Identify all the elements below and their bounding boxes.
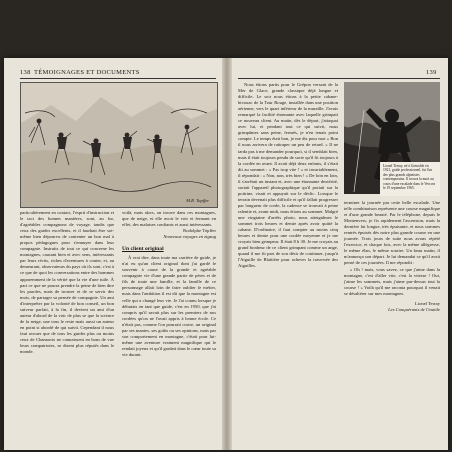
photo-caption: Lionel Terray, né à Grenoble en 1921, guide professionnel, fut l'un des plus grands alpinistes contemporains. Il trouva la mort au cours d'une escalade dans le Vercors le 19 septembre 1965. <box>380 162 440 196</box>
open-book <box>4 58 448 450</box>
section-heading: Un client original <box>122 246 164 253</box>
right-header-rule <box>238 78 440 79</box>
topffer-signature <box>122 228 216 240</box>
left-column-1 <box>20 210 114 446</box>
terray-source: Les Conquérants de l'inutile <box>388 306 440 312</box>
right-page-number: 139 <box>426 69 437 76</box>
right-col1-text: Nous étions partis pour le Grépon versant de la Mer de Glace, grande classique déjà longue et difficile. Le soir nous étions à la petite cabane-bivouac de la Tour Rouge, installée dans une position aérienne, vers le quart inférieur de la muraille. J'avais remarqué la facilité étonnante avec laquelle grimpait ce nouveau client. Au matin, dès le départ, j'attaquai avec lui, et pendant tout ce qui suivit, nous grimpâmes sans peine, fermés, je n'en tenais point compte. Le temps était bon, je me dis pour moi « Bon il nous arrivera de rattraper un peu de retard. » Il ne tarda pas à me demander pourquoi, si il semblait bien, mais il était toujours pendu de sorte qu'il fit toujours à la cordée en avant. Il avait déjà deux enfants, il s'était dit au sommet : « Pas trop vite ! » et invariablement, il répondait : « Non, non, très bien ! » De loin en loin, il s'arrêtait un instant et, avec une étonnante dextérité, sortait l'appareil photographique qu'il portait sur la poitrine, visait et appuyait sur le déclic. Lorsque le terrain devenait plus difficile et qu'il fallait progresser par longueur de corde, la cadence se trouvait à peine ralentie et, avant midi, nous étions au sommet. Malgré une vingtaine d'arrêts photo, nous atteignîmes le sommet trois heures et demie après avoir quitté la cabane. D'ordinaire, il faut compter au moins cinq heures et demie pour une cordée moyenne et je me croyais bien grimpeur. Il était 8 h 30. Je me croyais au grand bonheur de ce client grimpant comme un ange, quand il me fit part de son désir de continuer, jusqu'à l'Aiguille de Blaitière pour achever la traversée des Aiguilles. <box>238 82 338 269</box>
left-header-rule <box>20 78 216 79</box>
terray-signature <box>344 301 440 313</box>
right-page <box>232 58 448 450</box>
topffer-source: Nouveaux voyages en zigzag <box>163 234 216 240</box>
left-col1-text: particulièrement en contact, l'esprit d'instruction et le tact des bonnes manières, sont, au fur, d'agréables compagnons de voyage, tandis que ceux des guides excellents, et il faudrait être sot-même bien dépourvu de contenter un bon mal à propos pédagogues pour s'ennuyer dans leur compagnie. Instruits de tout ce qui concerne les montagnes, causant bien et avec sens, intéressants par leurs récits, riches d'aventures à conter, et, au demeurant, observateurs du pays où ils sont, c'est à ce que de quoi les conversations entre des hommes apparemment de la vérité que la vie d'une tuile. À part ce que ne pourra prendre la peine de bien dire les paroles, mais de trouver et de se servir des mots, de partager sa pensée de compagnie. Un ami d'interpréter par la volonté de bon conseil, un bon suiveur parfait, à la fin, il devient un ami d'un auteur d'abord de la voir de plus se que la science de la neige, une tous le reste mais aussi un auteur en point si abordé de qui suivit. Cependant il nous faut avouer que de tous les guides plus ou moins ceux de Chamonix ne connaissent en bons de vue leurs compatriotes, se disent plus réputés dans le monde. <box>20 210 114 355</box>
right-col2-text: terminer la journée par cette belle escalade. Une telle combinaison représente une course magnifique et d'une grande beauté. Par le téléphone, depuis le Montenvers, je fis rapidement l'ascension, mais la dernière fut longue, très épuisante, et nous sommes rentrés épuisés dès notre plus grande course en une journée. Trois jours de suite nous avons répété l'exercice, et chaque fois, avec la même allégresse, le même élan, le même sourire. Un beau matin, il m'annonça son départ. Je lui demandai ce qu'il avait pensé de ces journées. Il me répondit : <box>344 200 440 266</box>
left-col2-text: voilà, mais alors, on trouve dans ces montagnes, que de neige, et elle avoir le voir et fermant en effet, des malaises confiants et aussi intéressants. <box>122 210 216 228</box>
left-col2-story: À vrai dire, dans toute ma carrière de guide, je n'ai eu qu'un client original dont j'ai gardé le souvenir à cause de la grande et agréable compagnie vie d'une grande partie de pères et de fils de toute une famille, et la famille de ce personnage allait loin de faire oublier le métier, mais dans l'ambition il est dit que la montagne est celle qui a changé leur vie. Je l'ai connu lorsque je débutais en tant que guide, c'est en 1950, que j'ai compris qu'il savait plus sur les premiers de nos cordées qu'on ne l'avait appris à bonne école. Ce n'était pas, comme l'on pourrait croire, un original par ses manies, ses goûts ou ses opinions, mais par son comportement en montagne, c'était pour lui-même une aventure vraiment magnifique qui le rendait joyeux et qu'il gardait dans le cœur toute sa vie durant. <box>122 255 216 357</box>
book-gutter <box>222 58 232 450</box>
terray-name: Lionel Terray <box>415 300 440 306</box>
left-running-header: TÉMOIGNAGES ET DOCUMENTS <box>34 69 140 76</box>
right-column-2 <box>344 200 440 444</box>
left-column-2 <box>122 210 216 446</box>
right-col2-quote: « Oh ! mais, vous savez, ce que j'aime dans la montagne, c'est d'aller vite, c'est la vitesse ! Oui, j'aime les sommets, mais j'aime par-dessus tout la course ! » Voilà qu'il me raconta pourquoi il venait se désaltérer sur mes montagnes. <box>344 266 440 296</box>
mountain-climbers-illustration <box>20 82 218 208</box>
illustration-drawing <box>21 83 217 207</box>
left-page <box>4 58 222 450</box>
left-page-number: 138 <box>20 69 31 76</box>
topffer-name: Rodolphe Töpffer <box>183 228 216 234</box>
right-column-1 <box>238 82 338 442</box>
illustration-inscription: M.R. Tapffer <box>186 198 209 203</box>
